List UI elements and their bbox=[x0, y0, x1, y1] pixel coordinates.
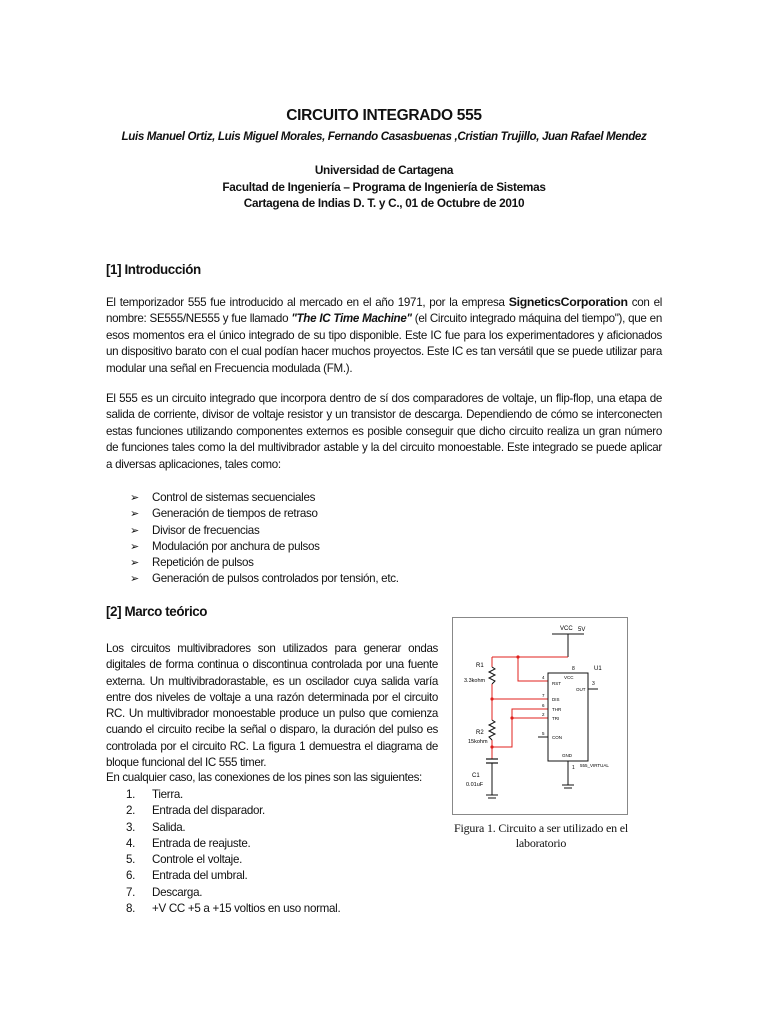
arrow-bullet-icon: ➢ bbox=[130, 524, 139, 537]
c1-label: C1 bbox=[472, 773, 480, 779]
list-item-text: Descarga. bbox=[152, 885, 203, 899]
list-item-text: Divisor de frecuencias bbox=[152, 523, 260, 537]
section-heading-theory: [2] Marco teórico bbox=[106, 604, 208, 619]
faculty-name: Facultad de Ingeniería – Programa de Ingeniería de Sistemas bbox=[222, 180, 546, 194]
list-item-text: Salida. bbox=[152, 820, 186, 834]
pin-con: CON bbox=[552, 735, 562, 740]
list-number: 5. bbox=[126, 853, 136, 867]
list-number: 7. bbox=[126, 885, 136, 899]
place-date: Cartagena de Indias D. T. y C., 01 de Octubre de 2010 bbox=[243, 196, 525, 210]
pin-out: OUT bbox=[576, 687, 586, 692]
document-title: CIRCUITO INTEGRADO 555 bbox=[286, 107, 482, 124]
pin-number-8: 8 bbox=[572, 666, 575, 672]
pin-dis: DIS bbox=[552, 697, 560, 702]
r2-label: R2 bbox=[476, 730, 484, 736]
list-item bbox=[126, 852, 340, 868]
r1-value: 3.3kohm bbox=[464, 678, 486, 684]
list-item-text: +V CC +5 a +15 voltios en uso normal. bbox=[152, 902, 341, 916]
list-item bbox=[130, 539, 399, 555]
pin-number-6: 6 bbox=[542, 703, 545, 708]
pin-number-4: 4 bbox=[542, 675, 545, 680]
list-item-text: Repetición de pulsos bbox=[152, 556, 254, 570]
list-item-text: Generación de pulsos controlados por tensión, etc. bbox=[152, 572, 399, 586]
chip-part-label: 555_VIRTUAL bbox=[580, 763, 609, 768]
list-number: 1. bbox=[126, 788, 136, 801]
list-item bbox=[126, 901, 340, 917]
arrow-bullet-icon: ➢ bbox=[130, 492, 139, 504]
list-item bbox=[126, 836, 340, 852]
intro-p1-text-b: con el nombre: SE555/NE555 y fue llamado bbox=[106, 296, 662, 326]
list-item bbox=[130, 490, 399, 506]
r1-label: R1 bbox=[476, 663, 484, 669]
list-item-text: Generación de tiempos de retraso bbox=[152, 507, 318, 521]
pin-gnd: GND bbox=[562, 753, 572, 758]
list-number: 4. bbox=[126, 836, 136, 850]
applications-list bbox=[130, 490, 399, 588]
junction-dot bbox=[510, 716, 513, 719]
list-item bbox=[130, 571, 399, 587]
list-number: 3. bbox=[126, 820, 136, 834]
intro-paragraph-1 bbox=[106, 294, 662, 377]
pins-intro: En cualquier caso, las conexiones de los pines son las siguientes: bbox=[106, 771, 422, 784]
intro-p1-text-a: El temporizador 555 fue introducido al mercado en el año 1971, por la empresa bbox=[106, 296, 509, 309]
list-item-text: Entrada del disparador. bbox=[152, 804, 265, 818]
figure-caption: Figura 1. Circuito a ser utilizado en el laboratorio bbox=[454, 821, 628, 850]
list-number: 2. bbox=[126, 804, 136, 818]
intro-paragraph-2: El 555 es un circuito integrado que incorpora dentro de sí dos comparadores de voltaje, un flip-flop, una etapa de salida de corriente, divisor de voltaje resistor y un transistor de descarga. Dependiendo de cómo se interconecten estas funciones utilizando componentes externos es posible conseguir que dicho circuito realiza un gran número de funciones tales como la del multivibrador astable y la del circuito monoestable. Este integrado se puede aplicar a diversas aplicaciones, tales como: bbox=[106, 392, 662, 471]
pin-number-3: 3 bbox=[592, 681, 595, 687]
vcc-value: 5V bbox=[578, 627, 586, 633]
circuit-diagram bbox=[452, 617, 628, 815]
pin-vcc: VCC bbox=[564, 675, 574, 680]
arrow-bullet-icon: ➢ bbox=[130, 573, 139, 586]
theory-paragraph: Los circuitos multivibradores son utilizados para generar ondas digitales de forma continua o discontinua controlada por una fuente externa. Un multivibradorastable, es un oscilador cuya salida varía entre dos niveles de voltaje a una razón determinada por el circuito RC. Un multivibrador monoestable produce un pulso que comienza cuando el circuito recibe la señal o disparo, la duración del pulso es controlada por el circuito RC. La figura 1 demuestra el diagrama de bloque funcional del IC 555 timer. bbox=[106, 642, 438, 770]
list-item-text: Control de sistemas secuenciales bbox=[152, 491, 316, 504]
company-name: SigneticsCorporation bbox=[508, 295, 628, 309]
list-item bbox=[126, 868, 340, 884]
arrow-bullet-icon: ➢ bbox=[130, 557, 139, 570]
list-item-text: Tierra. bbox=[152, 788, 183, 801]
university-name: Universidad de Cartagena bbox=[314, 163, 454, 177]
intro-p1-text-c: (el Circuito integrado máquina del tiempo"), que en esos momentos era el único integrado de su tipo disponible. Este IC fue para los experimentadores y aficionados un dispositivo barato con el cual podían hacer muchos proyectos. Este IC es tan versátil que se puede utilizar para modular una señal en Frecuencia modulada (FM.). bbox=[106, 312, 662, 375]
list-item bbox=[126, 787, 340, 803]
list-item bbox=[130, 555, 399, 571]
arrow-bullet-icon: ➢ bbox=[130, 540, 139, 553]
pin-rst: RST bbox=[552, 681, 561, 686]
junction-dot bbox=[516, 655, 519, 658]
arrow-bullet-icon: ➢ bbox=[130, 508, 139, 521]
authors-line: Luis Manuel Ortiz, Luis Miguel Morales, Fernando Casasbuenas ,Cristian Trujillo, Juan Rafael Mendez bbox=[121, 130, 647, 143]
list-number: 6. bbox=[126, 869, 136, 883]
pin-list bbox=[126, 787, 340, 917]
pin-tri: TRI bbox=[552, 716, 560, 721]
list-item bbox=[126, 885, 340, 901]
pin-number-1: 1 bbox=[572, 765, 575, 771]
pin-number-7: 7 bbox=[542, 693, 545, 698]
list-item-text: Controle el voltaje. bbox=[152, 853, 243, 867]
list-number: 8. bbox=[126, 902, 136, 916]
junction-dot bbox=[490, 697, 493, 700]
pin-number-2: 2 bbox=[542, 712, 545, 717]
list-item bbox=[126, 820, 340, 836]
list-item bbox=[130, 506, 399, 522]
u1-label: U1 bbox=[594, 666, 602, 672]
list-item bbox=[126, 803, 340, 819]
pin-thr: THR bbox=[552, 707, 562, 712]
list-item-text: Modulación por anchura de pulsos bbox=[152, 539, 320, 553]
ic-nickname: "The IC Time Machine" bbox=[291, 312, 412, 326]
pin-number-5: 5 bbox=[542, 731, 545, 736]
list-item-text: Entrada de reajuste. bbox=[152, 836, 251, 850]
list-item bbox=[130, 523, 399, 539]
r2-value: 15kohm bbox=[468, 739, 488, 745]
vcc-label: VCC bbox=[560, 626, 573, 632]
c1-value: 0.01uF bbox=[466, 782, 484, 788]
junction-dot bbox=[490, 745, 493, 748]
list-item-text: Entrada del umbral. bbox=[152, 869, 248, 883]
section-heading-intro: [1] Introducción bbox=[106, 262, 201, 277]
